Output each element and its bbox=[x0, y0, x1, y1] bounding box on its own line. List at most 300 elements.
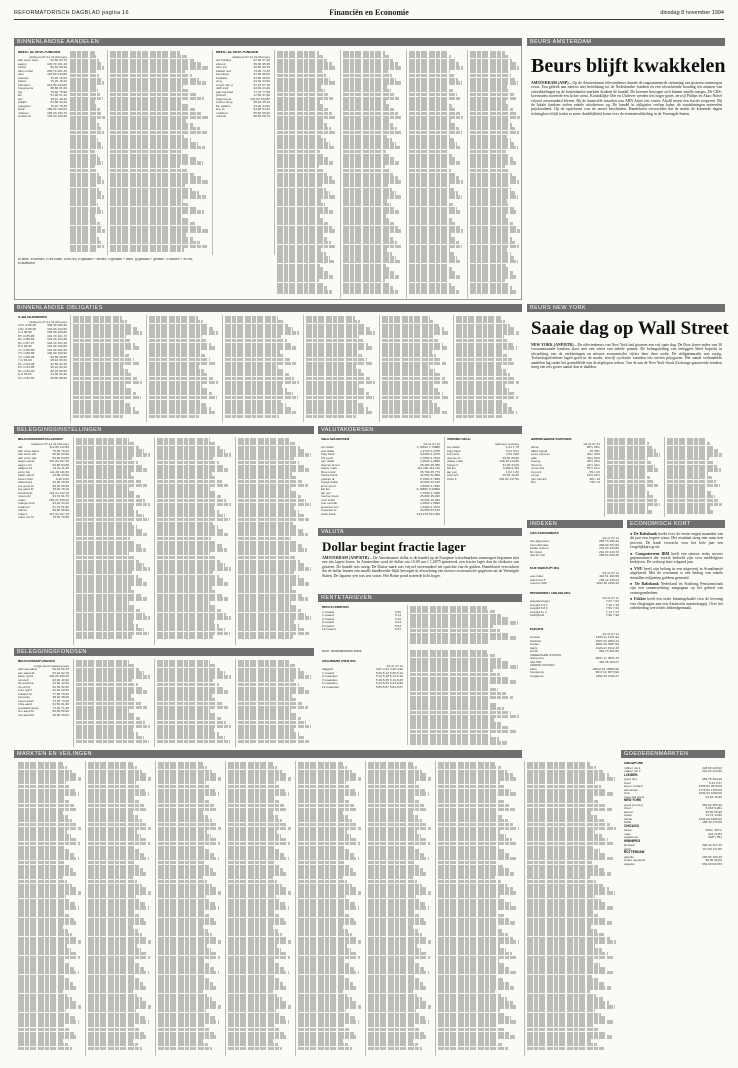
row-value: 34,60 bbox=[262, 79, 270, 83]
market-group-title: CHICAGO bbox=[624, 823, 640, 828]
row-label: rolinco bbox=[18, 509, 28, 512]
row-value: 51½ bbox=[586, 466, 593, 470]
row-value: 114,80 bbox=[509, 459, 519, 463]
row-value: 67,40 bbox=[253, 58, 262, 62]
table-title: CBS KOERSINDEX bbox=[530, 532, 559, 535]
obligatie-list-block bbox=[149, 316, 219, 420]
row-value: 71,30 bbox=[61, 705, 69, 710]
row-value: 4,87-4,93 bbox=[375, 667, 389, 671]
row-value: 23,570 bbox=[430, 508, 440, 512]
column-header: slotkoers 07-11 bbox=[29, 54, 51, 59]
row-value: 2,7610 bbox=[430, 455, 440, 460]
row-label: ierse pond bbox=[321, 484, 336, 488]
row-value: 65,10 bbox=[262, 100, 270, 104]
row-label: amro bel bbox=[18, 470, 31, 474]
row-label: franse frank bbox=[321, 474, 338, 477]
row-label: ihc caland bbox=[216, 104, 230, 108]
row-value: 22,100 bbox=[430, 480, 440, 484]
row-value: 52,30 bbox=[52, 684, 61, 689]
section-header-markten-en-veilingen: MARKTEN EN VEILINGEN bbox=[14, 750, 522, 758]
row-label: ruwe olie brent bbox=[624, 795, 645, 799]
row-value: 1,2730 bbox=[420, 448, 430, 453]
section-header-goederenmarkten: GOEDERENMARKTEN bbox=[621, 750, 725, 758]
column-divider bbox=[235, 437, 236, 645]
row-label: dow jones bbox=[530, 657, 544, 660]
column-divider bbox=[435, 761, 436, 1056]
table-eoe-indexopties bbox=[530, 567, 620, 589]
row-value: 76,50 bbox=[52, 515, 61, 519]
row-value: 25,280 bbox=[420, 494, 430, 498]
column-header: 07-11 bbox=[432, 441, 440, 446]
column-header: 04-11 bbox=[602, 631, 611, 636]
row-value: 129,20 bbox=[47, 114, 57, 118]
row-value: 62,70 bbox=[59, 58, 67, 62]
row-label: 8¼ nl 87-97 bbox=[18, 341, 35, 345]
row-label: 6 nl 93-01 bbox=[18, 373, 32, 376]
row-value: 44,20 bbox=[253, 103, 262, 108]
row-value: 62,10 bbox=[61, 670, 69, 675]
row-value: 69,95 bbox=[714, 809, 722, 814]
text-line bbox=[70, 248, 96, 252]
text-line bbox=[298, 1047, 352, 1051]
row-value: 7,63 bbox=[612, 599, 619, 603]
row-label: nedlloyd bbox=[216, 111, 228, 115]
row-value: 59⅞ bbox=[589, 469, 596, 474]
row-value: 1156,40 bbox=[608, 581, 619, 585]
table-geldmarkt bbox=[322, 660, 404, 710]
row-label: orange fund bbox=[18, 502, 35, 505]
row-label: looptijd 3-5 jr bbox=[530, 603, 548, 607]
row-value: 632,50 bbox=[712, 861, 722, 866]
row-label: dsm bbox=[18, 73, 24, 76]
row-label: ohra aand bbox=[18, 703, 32, 706]
row-value: 548½ bbox=[708, 835, 716, 839]
row-value: 73,00 bbox=[253, 68, 262, 73]
row-value: 3831,75 bbox=[607, 656, 619, 660]
column-header: 11.00 koers bbox=[51, 54, 67, 59]
bullet-icon: ● bbox=[630, 532, 634, 536]
row-value: 5,19-5,25 bbox=[389, 677, 403, 682]
row-value: 5,43-5,50 bbox=[375, 681, 389, 685]
row-value: 863,70 bbox=[599, 649, 609, 653]
section-header-valutakoersen: VALUTAKOERSEN bbox=[318, 426, 522, 434]
column-divider bbox=[225, 761, 226, 1056]
row-label: interbonds bbox=[18, 491, 33, 495]
row-label: chevron bbox=[531, 463, 543, 467]
table-staatsleningen bbox=[18, 316, 68, 420]
row-label: cacao bbox=[624, 817, 633, 821]
row-value: 77,90 bbox=[52, 691, 61, 696]
row-label: spaanse pes bbox=[321, 505, 339, 509]
market-group-title: LONDEN bbox=[624, 772, 638, 777]
row-value: 74 bbox=[596, 480, 600, 484]
row-value: 75,30 bbox=[59, 103, 67, 108]
fonds-list-block bbox=[157, 438, 232, 643]
column-divider bbox=[604, 437, 605, 517]
row-label: duitse mark bbox=[321, 467, 337, 470]
row-label: gerst bbox=[624, 847, 631, 851]
row-label: brussel bbox=[530, 636, 540, 639]
row-label: 8¾ nl 86-96 bbox=[18, 338, 35, 341]
row-value: 47,50 bbox=[253, 93, 262, 97]
row-value: 14,72 bbox=[705, 813, 714, 817]
row-value: 95,30 bbox=[253, 61, 262, 66]
section-header-beleggingsfondsen: BELEGGINGSFONDSEN bbox=[14, 648, 314, 656]
row-value: 65,20 bbox=[253, 100, 262, 104]
row-label: amer express bbox=[531, 453, 550, 456]
column-divider bbox=[379, 315, 380, 422]
row-value: 100,70 bbox=[47, 61, 57, 66]
row-label: polygram bbox=[18, 104, 31, 108]
row-label: 7¼ nl 89-99 bbox=[18, 355, 35, 359]
table-rentetarieven bbox=[322, 606, 402, 648]
table-row bbox=[624, 770, 723, 774]
row-value: 630,00 bbox=[702, 861, 712, 866]
markten-text-column bbox=[88, 762, 152, 1054]
row-value: 77,90 bbox=[262, 89, 270, 94]
row-label: 1 maand bbox=[322, 671, 335, 675]
rente-source-note: Bron: Nederlandsche Bank bbox=[322, 650, 362, 653]
row-label: mees obl bbox=[18, 495, 31, 498]
row-label: VERENIGDE STATEN bbox=[530, 653, 561, 657]
row-value: 0,115 bbox=[511, 466, 519, 470]
row-value: 76,00 bbox=[61, 448, 69, 453]
row-label: aus dollar bbox=[321, 449, 335, 453]
row-value: 44⅝ bbox=[586, 462, 593, 467]
rente-list-block bbox=[410, 650, 520, 745]
row-label: hongkong bbox=[530, 671, 544, 674]
table-beleggingsfondsen bbox=[18, 660, 70, 745]
item-text: heeft een order binnengehaald voor de levering van vliegtuigen aan een Aziatische maatschappij. Over het orderbedrag werd niets bekendgemaakt. bbox=[630, 597, 723, 611]
table-row bbox=[321, 513, 441, 517]
row-value: 56,00 bbox=[262, 110, 270, 115]
row-value: 73,10 bbox=[52, 698, 61, 703]
row-value: 133,50 bbox=[47, 72, 57, 76]
row-value: 103,10 bbox=[57, 340, 67, 345]
row-value: 403,95 bbox=[609, 574, 619, 578]
row-label: grolsch bbox=[216, 94, 226, 97]
table-vreemd-geld bbox=[447, 438, 520, 524]
row-value: 15,20 bbox=[50, 79, 59, 83]
row-label: shell bbox=[18, 108, 25, 111]
row-value: 133,80 bbox=[57, 72, 67, 76]
row-value: 133,00 bbox=[250, 96, 260, 101]
row-value: 40,90 bbox=[52, 677, 61, 682]
row-label: s&p 500 bbox=[530, 660, 542, 664]
row-value: 250,60 bbox=[59, 497, 69, 502]
row-value: 48¾ bbox=[589, 476, 596, 481]
row-label: zware stookolie bbox=[624, 859, 646, 862]
markten-text-column bbox=[527, 762, 617, 1054]
row-label: eur grow fd bbox=[18, 484, 34, 488]
row-value: 1912,15 bbox=[607, 645, 619, 650]
row-label: duitse mark bbox=[447, 460, 463, 463]
row-label: boeing bbox=[531, 460, 541, 463]
bullet-icon: ● bbox=[630, 597, 635, 602]
column-divider bbox=[146, 315, 147, 422]
section-header-economisch-kort: ECONOMISCH KORT bbox=[627, 520, 725, 528]
text-line bbox=[368, 1047, 422, 1051]
row-label: euro spirit bbox=[18, 689, 32, 692]
row-label: knp bt bbox=[216, 108, 225, 111]
row-value: 32,500 bbox=[420, 473, 430, 477]
row-value: 88,50 bbox=[253, 114, 262, 118]
row-value: 101,70 bbox=[57, 333, 67, 338]
text-line bbox=[238, 740, 310, 744]
row-label: alcoa bbox=[531, 446, 539, 449]
row-value: 91,30 bbox=[50, 372, 59, 376]
row-label: at&t bbox=[531, 456, 537, 460]
row-value: 107,00 bbox=[49, 511, 59, 516]
item-text: boekt over de eerste negen maanden van dit jaar een hogere winst. Het resultaat steeg met ruim tien procent. De bank verwacht voor het hele jaar een vergelijkbare groei. bbox=[630, 532, 723, 550]
row-value: 30¼ bbox=[586, 452, 593, 456]
column-divider bbox=[303, 315, 304, 422]
row-value: 1099,00 bbox=[710, 791, 722, 795]
row-value: 5,18-5,25 bbox=[375, 677, 389, 682]
table-row bbox=[18, 377, 68, 381]
column-header: 07-11 bbox=[611, 570, 619, 575]
column-divider bbox=[222, 315, 223, 422]
row-value: 90,10 bbox=[59, 365, 67, 369]
row-value: 54⅛ bbox=[586, 455, 593, 460]
row-label: gasolie bbox=[624, 855, 634, 859]
table-row bbox=[18, 115, 68, 119]
section-header-binnenlandse-aandelen: BINNENLANDSE AANDELEN bbox=[14, 38, 522, 46]
row-value: 88,00 bbox=[262, 72, 270, 76]
row-value: 1286,00 bbox=[710, 816, 722, 821]
row-value: 462,28 bbox=[599, 659, 609, 664]
column-header: 11.00 koers bbox=[53, 441, 69, 446]
row-value: 1,70880 bbox=[428, 445, 440, 449]
row-label: 1 maand bbox=[322, 610, 335, 614]
column-header: aankoop bbox=[495, 441, 507, 446]
text-line bbox=[607, 510, 652, 514]
row-value: 0,099 bbox=[502, 466, 511, 470]
row-value: 54⅜ bbox=[593, 455, 600, 460]
us-stock-list-block bbox=[607, 438, 661, 514]
row-value: 235,12 bbox=[599, 577, 609, 582]
row-label: zilver bbox=[624, 781, 632, 785]
row-value: 67,40 bbox=[262, 58, 270, 62]
row-value: 9573,90 bbox=[607, 670, 619, 674]
table-row bbox=[530, 554, 620, 558]
text-line bbox=[73, 415, 123, 419]
row-label: jap yen bbox=[321, 491, 331, 495]
row-value: 268,50 bbox=[599, 553, 609, 557]
row-value: 14,80 bbox=[714, 813, 722, 817]
row-value: 5,13 bbox=[394, 613, 401, 617]
row-value: 98,00 bbox=[705, 858, 714, 862]
row-value: 73,20 bbox=[61, 698, 69, 703]
section-header-binnenlandse-obligaties: BINNENLANDSE OBLIGATIES bbox=[14, 304, 522, 312]
column-divider bbox=[467, 50, 468, 298]
row-label: eoe-index bbox=[530, 575, 544, 578]
row-value: 26,80 bbox=[502, 455, 511, 460]
row-value: 23,40 bbox=[262, 86, 270, 90]
row-value: 25,290 bbox=[430, 494, 440, 498]
row-label: frankfurt bbox=[530, 639, 542, 643]
row-label: dp america bbox=[18, 682, 34, 685]
row-value: 122,10 bbox=[49, 490, 59, 495]
row-value: 218 bbox=[708, 831, 714, 836]
fonds-list-block bbox=[238, 438, 312, 643]
row-value: 137,50 bbox=[509, 476, 519, 481]
row-value: 102,60 bbox=[57, 344, 67, 348]
row-value: 78,10 bbox=[61, 487, 69, 491]
column-header: 04-11 bbox=[602, 570, 611, 575]
text-line bbox=[667, 510, 713, 514]
article-body-beurs-new-york: NEW YORK (ANP/RTR) – De effectenbeurs van New York had gisteren een vrij saaie dag. De Dow Jones-index van 30 vooraanstaande fondsen sloot met een winst van enkele punten. De belangstelling van beleggers bleef beperkt in afwachting van de verkiezingen en nieuwe economische cijfers later deze week. De obligatiemarkt was rustig. Technologiefondsen lagen goed in de markt, terwijl cyclische waarden iets terrein prijsgaven. Het aantal verhandelde aandelen lag onder het gemiddelde van de afgelopen weken. Van de aan de New York Stock Exchange genoteerde fondsen steeg een iets groter aantal dan er daalden. bbox=[531, 343, 722, 370]
row-label: boskalis bbox=[216, 76, 228, 80]
row-label: ibm bbox=[531, 481, 536, 484]
column-header: 07-11 bbox=[592, 441, 600, 446]
column-divider bbox=[107, 50, 108, 255]
row-value: 7,59 bbox=[605, 606, 612, 610]
text-line bbox=[409, 290, 459, 294]
row-label: abn amro pac bbox=[18, 456, 37, 460]
text-line bbox=[382, 415, 431, 419]
text-line bbox=[76, 635, 132, 639]
row-value: 112,130 bbox=[417, 466, 429, 470]
row-label: zurich bbox=[530, 650, 539, 653]
row-value: 1,7390 bbox=[430, 490, 440, 495]
row-label: cbs-algemeen bbox=[530, 540, 550, 543]
row-value: 3087,60 bbox=[607, 642, 619, 646]
column-header: laatste koers bbox=[51, 663, 69, 668]
item-lead: Computerreus IBM bbox=[635, 551, 672, 556]
text-line bbox=[228, 1047, 282, 1051]
row-label: port escudo bbox=[321, 502, 338, 505]
row-label: nutricia bbox=[216, 115, 226, 118]
issue-date: dinsdag 8 november 1994 bbox=[660, 10, 724, 16]
row-label: bever hold bbox=[18, 477, 33, 481]
markten-text-column bbox=[18, 762, 82, 1054]
row-value: 61,50 bbox=[52, 702, 61, 706]
row-label: koper contant bbox=[624, 785, 643, 788]
row-value: 67,10 bbox=[262, 82, 270, 87]
row-value: 862,50 bbox=[609, 649, 619, 653]
row-label: VERRE OOSTEN bbox=[530, 664, 555, 667]
row-value: 1152,30 bbox=[596, 581, 608, 585]
row-value: 60,90 bbox=[61, 452, 69, 456]
row-value: 2067,03 bbox=[595, 638, 607, 643]
row-value: 111,50 bbox=[59, 469, 69, 474]
row-value: 8,40 bbox=[55, 476, 62, 481]
item-text: Nederland en Stichting Pensioenfonds zijn een samenwerking aangegaan op het gebied van vermogensbeheer. bbox=[630, 582, 723, 595]
row-label: singapore bbox=[530, 674, 544, 678]
row-label: deense kroon bbox=[321, 463, 340, 467]
row-value: 0,10690 bbox=[428, 487, 440, 491]
row-label: 6¼ nl 93-03 bbox=[18, 369, 35, 373]
row-value: 5,44-5,50 bbox=[389, 681, 403, 685]
table-row bbox=[322, 628, 402, 632]
column-divider bbox=[406, 50, 407, 298]
row-label: londen bbox=[530, 643, 540, 646]
row-value: 150,25 bbox=[712, 854, 722, 859]
row-label: griekse dr bbox=[321, 477, 335, 481]
table-title: EOE INDEXOPTIES bbox=[530, 567, 560, 570]
column-divider bbox=[73, 659, 74, 747]
row-label: sns aand fd bbox=[18, 710, 34, 713]
row-label: fokker bbox=[18, 80, 27, 83]
column-divider bbox=[274, 50, 275, 255]
row-value: 117,60 bbox=[712, 846, 722, 851]
row-value: 193,70 bbox=[57, 110, 67, 115]
row-label: 6¾ nl 93-08 bbox=[18, 362, 35, 366]
row-label: 8½ nl 85-95 bbox=[18, 334, 35, 338]
item-lead: De Rabobank bbox=[635, 582, 661, 587]
aandelen-legend: a=laten, b=bieden, c=ex-claim, d=ex-div, e=gedaan + bieden, f=gedaan + laten, g=gedaan + gelaten, h=bieden + ex-div, k=laatkoers bbox=[18, 258, 193, 265]
row-label: belg frank bbox=[447, 449, 461, 453]
fonds-list-block bbox=[277, 51, 337, 296]
row-value: 7,18 bbox=[605, 602, 612, 607]
row-value: 7,98 bbox=[605, 613, 612, 617]
row-value: 76,50 bbox=[61, 515, 69, 519]
row-value: 62,60 bbox=[50, 58, 59, 62]
row-value: 75,90 bbox=[59, 89, 67, 94]
fonds-list-block bbox=[470, 51, 520, 296]
row-label: wolters kl bbox=[18, 115, 31, 118]
row-value: 5,4380 bbox=[420, 452, 430, 456]
row-value: 0,7090 bbox=[430, 476, 440, 481]
row-value: 2,6990 bbox=[420, 483, 430, 488]
table-meest-actieve-fondsen-2 bbox=[216, 51, 271, 253]
row-label: goud (fix) bbox=[624, 778, 637, 781]
text-line bbox=[306, 415, 356, 419]
row-label: 5¾ nl 93-04 bbox=[18, 376, 35, 380]
section-header-rentetarieven: RENTETARIEVEN bbox=[318, 594, 522, 602]
row-label: brit pond bbox=[321, 456, 334, 460]
row-label: kpn bbox=[18, 97, 23, 101]
row-label: eurotop 100 bbox=[530, 582, 547, 585]
row-value: 30,50 bbox=[253, 65, 262, 69]
section-header-valuta: VALUTA bbox=[318, 528, 522, 536]
column-header: 04-11 bbox=[423, 441, 432, 446]
row-value: 1,3470 bbox=[430, 504, 440, 509]
row-value: 5,281 bbox=[714, 806, 722, 810]
row-value: 35,760 bbox=[420, 469, 430, 474]
row-value: 1406,11 bbox=[595, 635, 607, 639]
row-value: 551 bbox=[716, 835, 722, 839]
row-label: brit pond bbox=[447, 453, 460, 456]
row-value: 95,40 bbox=[50, 358, 59, 362]
row-label: 12 maand bbox=[322, 628, 336, 631]
row-value: 216,70 bbox=[609, 549, 619, 554]
row-value: 49 bbox=[596, 476, 600, 481]
row-value: 5,61 bbox=[512, 448, 519, 453]
column-divider bbox=[444, 437, 445, 525]
table-title: MEEST ACTIEVE FONDSEN bbox=[18, 51, 61, 54]
row-label: kln bbox=[18, 94, 22, 97]
row-value: 134,300 bbox=[428, 511, 440, 516]
row-value: 189,20 bbox=[47, 107, 57, 111]
row-label: parijs bbox=[530, 646, 538, 650]
table-title: BELEGGINGSFONDSEN bbox=[18, 660, 55, 663]
row-label: abn amro hold bbox=[18, 59, 38, 62]
row-value: 1920,24 bbox=[595, 645, 607, 650]
obligatie-list-block bbox=[456, 316, 520, 420]
table-valutakoersen bbox=[321, 438, 441, 524]
fonds-list-block bbox=[409, 51, 464, 296]
row-value: 35 bbox=[589, 448, 593, 453]
row-value: 91,50 bbox=[50, 361, 59, 366]
article-title-beurs-new-york: Saaie dag op Wall Street bbox=[531, 318, 729, 339]
row-label: dutch top 5 bbox=[530, 578, 546, 582]
row-value: 5,81-5,87 bbox=[389, 684, 403, 689]
row-label: ital lire bbox=[321, 488, 330, 491]
row-value: 96,60 bbox=[52, 508, 61, 512]
row-value: 28,480 bbox=[420, 462, 430, 467]
